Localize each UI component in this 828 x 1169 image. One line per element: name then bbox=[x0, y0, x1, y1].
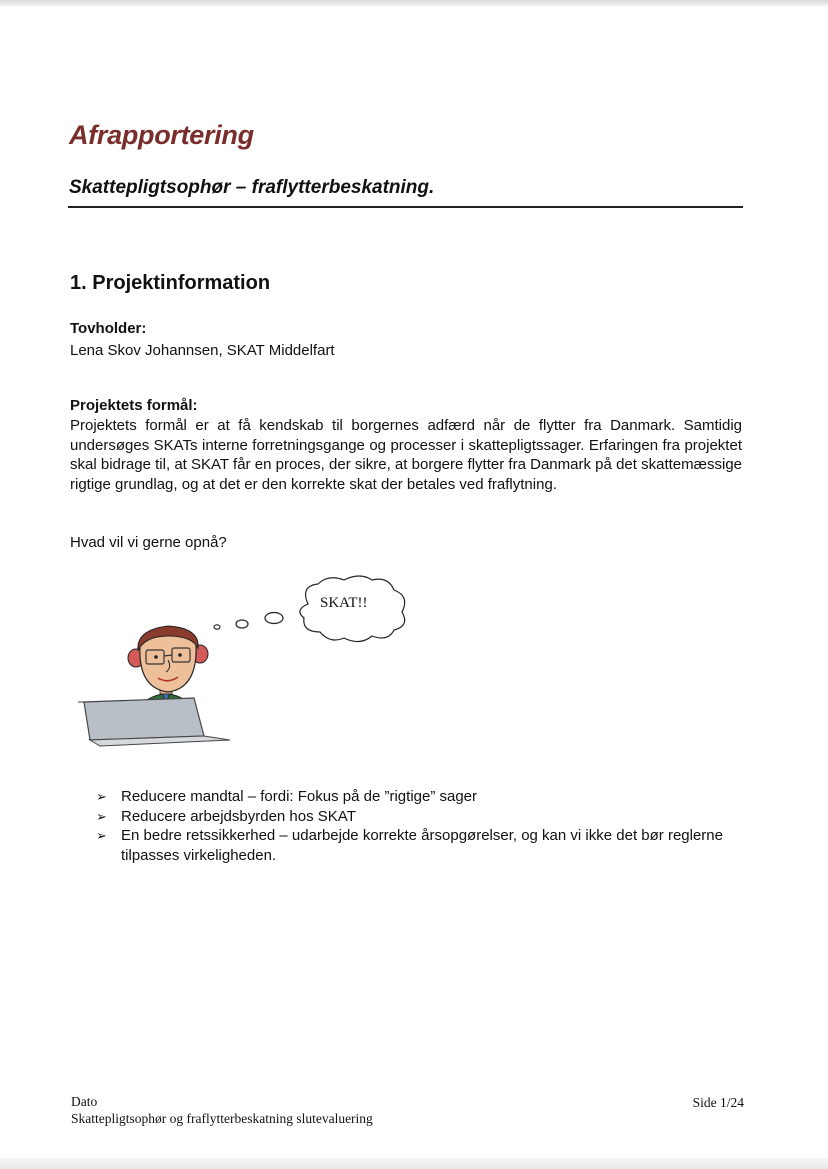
formaal-text: Projektets formål er at få kendskab til borgernes adfærd når de flytter fra Danmark. Samtidig undersøges SKATs interne forretningsgange og processer i skattepligtssager. Erfaringen fra projektet skal bidrage til, at SKAT får en proces, der sikre, at borgere flytter fra Danmark på det skattemæssige rigtige grundlag, og at det er den korrekte skat der betales ved fraflytning. bbox=[70, 417, 742, 493]
bubble-text: SKAT!! bbox=[320, 595, 368, 611]
tovholder-label: Tovholder: bbox=[70, 320, 147, 337]
report-title: Afrapportering bbox=[69, 120, 254, 150]
footer-document-name: Skattepligtsophør og fraflytterbeskatning slutevaluering bbox=[71, 1111, 373, 1126]
formaal-label: Projektets formål: bbox=[70, 397, 198, 414]
arrow-bullet-icon: ➢ bbox=[96, 808, 107, 824]
report-subtitle: Skattepligtsophør – fraflytterbeskatning. bbox=[69, 177, 435, 198]
tovholder-value: Lena Skov Johannsen, SKAT Middelfart bbox=[70, 342, 335, 359]
scan-edge-bottom bbox=[0, 1158, 828, 1169]
thinking-person-illustration bbox=[76, 574, 421, 759]
footer-page-number: Side 1/24 bbox=[692, 1095, 744, 1110]
section-heading: 1. Projektinformation bbox=[70, 272, 271, 294]
scan-edge-top bbox=[0, 0, 828, 6]
list-item: ➢ Reducere arbejdsbyrden hos SKAT bbox=[96, 807, 356, 825]
arrow-bullet-icon: ➢ bbox=[96, 828, 107, 843]
goals-list bbox=[96, 787, 744, 865]
footer-date-label: Dato bbox=[71, 1094, 98, 1109]
list-item: ➢ Reducere mandtal – fordi: Fokus på de ”rigtige” sager bbox=[96, 788, 478, 805]
list-item: ➢ En bedre retssikkerhed – udarbejde korrekte årsopgørelser, og kan vi ikke det bør reglerne tilpasses virkeligheden. bbox=[96, 827, 723, 864]
title-divider bbox=[68, 206, 743, 208]
laptop-icon bbox=[78, 698, 230, 746]
arrow-bullet-icon: ➢ bbox=[96, 789, 107, 804]
question-text: Hvad vil vi gerne opnå? bbox=[70, 534, 227, 551]
